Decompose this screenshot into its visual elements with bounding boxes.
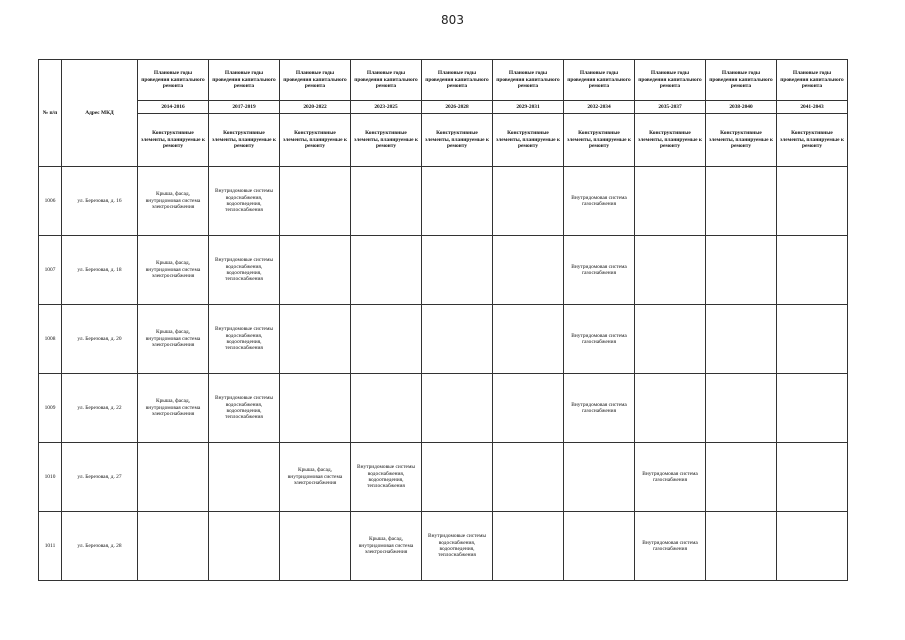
- elements-label: Конструктивные элементы, планируемые к ремонту: [493, 114, 564, 167]
- elements-label: Конструктивные элементы, планируемые к ремонту: [706, 114, 777, 167]
- table-row: [39, 374, 848, 443]
- row-address: ул. Березовая, д. 20: [62, 305, 138, 374]
- elements-label: Конструктивные элементы, планируемые к ремонту: [422, 114, 493, 167]
- repair-cell: Крыша, фасад, внутридомовая система электроснабжения: [138, 305, 209, 374]
- repair-cell: [706, 305, 777, 374]
- repair-cell: [280, 236, 351, 305]
- repair-cell: [777, 443, 848, 512]
- repair-cell: Внутридомовые системы водоснабжения, водоотведения, теплоснабжения: [209, 236, 280, 305]
- repair-cell: [635, 305, 706, 374]
- repair-cell: [351, 374, 422, 443]
- repair-cell: [138, 443, 209, 512]
- row-address: ул. Березовая, д. 28: [62, 512, 138, 581]
- repair-cell: [777, 305, 848, 374]
- repair-cell: [138, 512, 209, 581]
- repair-cell: Внутридомовые системы водоснабжения, водоотведения, теплоснабжения: [209, 167, 280, 236]
- repair-cell: [493, 443, 564, 512]
- period-label: 2017-2019: [209, 101, 280, 114]
- repair-cell: Крыша, фасад, внутридомовая система электроснабжения: [351, 512, 422, 581]
- period-label: 2029-2031: [493, 101, 564, 114]
- elements-label: Конструктивные элементы, планируемые к ремонту: [564, 114, 635, 167]
- repair-cell: [777, 236, 848, 305]
- repair-cell: [493, 305, 564, 374]
- row-number: 1010: [39, 443, 62, 512]
- repair-cell: [422, 236, 493, 305]
- repair-cell: [280, 305, 351, 374]
- repair-cell: Внутридомовая система газоснабжения: [635, 443, 706, 512]
- header-plan-years: Плановые годы проведения капитального ремонта: [209, 60, 280, 101]
- repair-cell: [493, 236, 564, 305]
- elements-label: Конструктивные элементы, планируемые к ремонту: [209, 114, 280, 167]
- repair-cell: [564, 512, 635, 581]
- row-address: ул. Березовая, д. 18: [62, 236, 138, 305]
- repair-cell: [706, 374, 777, 443]
- header-number: № п/п: [39, 60, 62, 167]
- repair-cell: [351, 167, 422, 236]
- header-plan-years: Плановые годы проведения капитального ремонта: [493, 60, 564, 101]
- elements-label: Конструктивные элементы, планируемые к ремонту: [635, 114, 706, 167]
- header-plan-years: Плановые годы проведения капитального ремонта: [280, 60, 351, 101]
- repair-cell: Внутридомовая система газоснабжения: [635, 512, 706, 581]
- repair-cell: Внутридомовая система газоснабжения: [564, 305, 635, 374]
- row-number: 1009: [39, 374, 62, 443]
- period-label: 2026-2028: [422, 101, 493, 114]
- table-row: [39, 443, 848, 512]
- repair-cell: [635, 236, 706, 305]
- repair-cell: [706, 443, 777, 512]
- page-number: 803: [441, 13, 464, 27]
- elements-label: Конструктивные элементы, планируемые к ремонту: [280, 114, 351, 167]
- capital-repair-table: [38, 59, 848, 581]
- elements-label: Конструктивные элементы, планируемые к ремонту: [138, 114, 209, 167]
- elements-label: Конструктивные элементы, планируемые к ремонту: [777, 114, 848, 167]
- repair-cell: [777, 512, 848, 581]
- repair-cell: [564, 443, 635, 512]
- repair-cell: [635, 374, 706, 443]
- header-address: Адрес МКД: [62, 60, 138, 167]
- period-label: 2014-2016: [138, 101, 209, 114]
- repair-cell: Крыша, фасад, внутридомовая система электроснабжения: [138, 374, 209, 443]
- repair-cell: [280, 512, 351, 581]
- row-address: ул. Березовая, д. 16: [62, 167, 138, 236]
- repair-cell: [351, 236, 422, 305]
- row-address: ул. Березовая, д. 22: [62, 374, 138, 443]
- repair-cell: [422, 305, 493, 374]
- period-label: 2032-2034: [564, 101, 635, 114]
- row-number: 1007: [39, 236, 62, 305]
- repair-cell: Внутридомовые системы водоснабжения, водоотведения, теплоснабжения: [209, 374, 280, 443]
- header-plan-years: Плановые годы проведения капитального ремонта: [635, 60, 706, 101]
- repair-cell: [706, 167, 777, 236]
- repair-cell: [777, 374, 848, 443]
- header-plan-years: Плановые годы проведения капитального ремонта: [777, 60, 848, 101]
- header-plan-years: Плановые годы проведения капитального ремонта: [706, 60, 777, 101]
- repair-cell: Крыша, фасад, внутридомовая система электроснабжения: [280, 443, 351, 512]
- period-label: 2023-2025: [351, 101, 422, 114]
- table-row: [39, 512, 848, 581]
- row-number: 1008: [39, 305, 62, 374]
- repair-cell: [493, 512, 564, 581]
- repair-cell: [777, 167, 848, 236]
- repair-cell: [635, 167, 706, 236]
- repair-cell: [706, 512, 777, 581]
- header-plan-years: Плановые годы проведения капитального ремонта: [564, 60, 635, 101]
- row-number: 1006: [39, 167, 62, 236]
- period-label: 2020-2022: [280, 101, 351, 114]
- period-label: 2035-2037: [635, 101, 706, 114]
- repair-cell: [493, 167, 564, 236]
- period-label: 2038-2040: [706, 101, 777, 114]
- repair-cell: [422, 167, 493, 236]
- table-row: [39, 236, 848, 305]
- repair-cell: [209, 512, 280, 581]
- row-number: 1011: [39, 512, 62, 581]
- repair-cell: Внутридомовые системы водоснабжения, водоотведения, теплоснабжения: [351, 443, 422, 512]
- repair-cell: Крыша, фасад, внутридомовая система электроснабжения: [138, 236, 209, 305]
- table-row: [39, 167, 848, 236]
- period-label: 2041-2043: [777, 101, 848, 114]
- repair-cell: [280, 374, 351, 443]
- repair-cell: [422, 443, 493, 512]
- repair-cell: [280, 167, 351, 236]
- elements-label: Конструктивные элементы, планируемые к ремонту: [351, 114, 422, 167]
- header-plan-years: Плановые годы проведения капитального ремонта: [422, 60, 493, 101]
- repair-cell: Внутридомовая система газоснабжения: [564, 374, 635, 443]
- header-plan-years: Плановые годы проведения капитального ремонта: [138, 60, 209, 101]
- repair-cell: [422, 374, 493, 443]
- header-period-row: [39, 101, 848, 114]
- repair-cell: Внутридомовые системы водоснабжения, водоотведения, теплоснабжения: [209, 305, 280, 374]
- repair-cell: [209, 443, 280, 512]
- repair-cell: [706, 236, 777, 305]
- repair-cell: [351, 305, 422, 374]
- repair-cell: Внутридомовая система газоснабжения: [564, 167, 635, 236]
- repair-cell: [493, 374, 564, 443]
- header-plan-years: Плановые годы проведения капитального ремонта: [351, 60, 422, 101]
- table-row: [39, 305, 848, 374]
- header-caption-row: [39, 60, 848, 101]
- row-address: ул. Березовая, д. 27: [62, 443, 138, 512]
- header-elements-row: [39, 114, 848, 167]
- repair-cell: Крыша, фасад, внутридомовая система электроснабжения: [138, 167, 209, 236]
- repair-cell: Внутридомовая система газоснабжения: [564, 236, 635, 305]
- repair-cell: Внутридомовые системы водоснабжения, водоотведения, теплоснабжения: [422, 512, 493, 581]
